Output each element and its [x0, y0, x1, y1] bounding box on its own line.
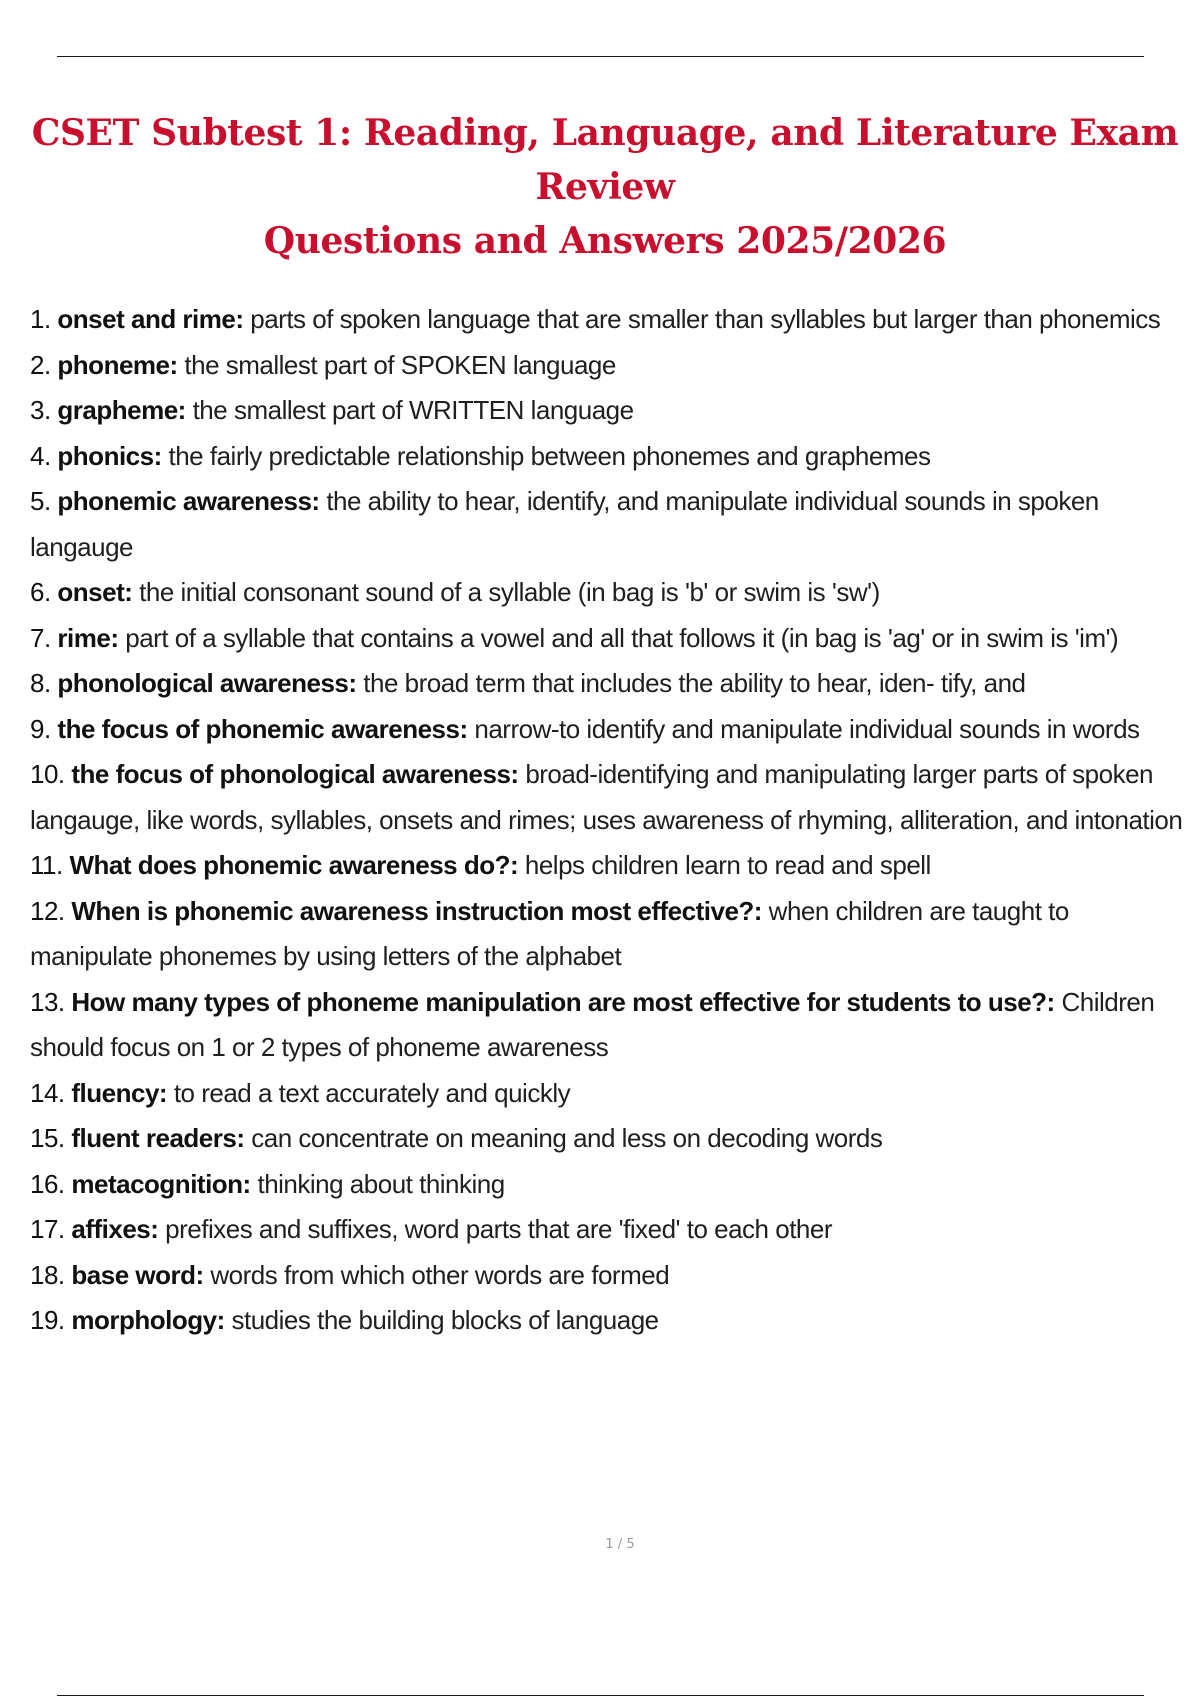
qa-number: 11.	[30, 850, 63, 880]
qa-term: phonological awareness:	[57, 668, 357, 698]
page-number: 1 / 5	[605, 1537, 635, 1552]
qa-definition: studies the building blocks of language	[231, 1305, 659, 1335]
qa-number: 8.	[30, 668, 51, 698]
qa-item	[30, 570, 1190, 616]
qa-term: base word:	[71, 1259, 204, 1290]
qa-number: 14.	[30, 1077, 65, 1108]
qa-term: phoneme:	[57, 349, 178, 380]
qa-item	[30, 479, 1190, 570]
qa-definition: the smallest part of SPOKEN language	[184, 349, 616, 380]
qa-term: the focus of phonological awareness:	[71, 759, 519, 789]
qa-item	[30, 1162, 1190, 1208]
qa-item	[30, 1071, 1190, 1117]
qa-definition: the ability to hear, identify, and manipulate individual sounds in spoken langauge	[30, 486, 1099, 562]
title-line-1: CSET Subtest 1: Reading, Language, and Literature Exam Review	[31, 112, 1179, 208]
qa-definition: words from which other words are formed	[210, 1259, 670, 1290]
qa-number: 4.	[30, 440, 51, 471]
qa-definition: the initial consonant sound of a syllable (in bag is 'b' or swim is 'sw')	[139, 577, 880, 607]
qa-term: fluent readers:	[71, 1123, 245, 1153]
qa-item	[30, 980, 1190, 1071]
qa-term: affixes:	[71, 1214, 159, 1244]
qa-definition: parts of spoken language that are smaller than syllables but larger than phonemics	[250, 304, 1161, 334]
qa-definition: when children are taught to manipulate phonemes by using letters of the alphabet	[30, 895, 1069, 971]
qa-definition: the smallest part of WRITTEN language	[192, 395, 634, 425]
qa-number: 6.	[30, 577, 51, 607]
document-title	[30, 106, 1180, 268]
qa-number: 19.	[30, 1305, 65, 1335]
qa-definition: prefixes and suffixes, word parts that are 'fixed' to each other	[165, 1214, 832, 1244]
qa-number: 2.	[30, 349, 51, 380]
qa-item	[30, 1298, 1190, 1344]
qa-item	[30, 889, 1190, 980]
qa-item	[30, 616, 1190, 662]
qa-term: rime:	[57, 622, 119, 653]
qa-item	[30, 1207, 1190, 1253]
qa-item	[30, 1253, 1190, 1299]
qa-item	[30, 752, 1190, 843]
qa-item	[30, 843, 1190, 889]
qa-term: How many types of phoneme manipulation are most effective for students to use?:	[71, 986, 1055, 1017]
qa-term: the focus of phonemic awareness:	[57, 713, 468, 744]
qa-number: 13.	[30, 986, 65, 1017]
qa-definition: Children should focus on 1 or 2 types of phoneme awareness	[30, 986, 1155, 1062]
qa-term: phonics:	[57, 440, 162, 471]
qa-definition: the broad term that includes the ability to hear, iden- tify, and	[363, 668, 1026, 698]
qa-term: morphology:	[71, 1305, 225, 1335]
qa-number: 7.	[30, 622, 51, 653]
qa-list	[30, 297, 1190, 1344]
qa-number: 17.	[30, 1214, 65, 1244]
qa-term: fluency:	[71, 1077, 168, 1108]
qa-term: onset:	[57, 577, 133, 607]
title-line-2: Questions and Answers 2025/2026	[263, 220, 947, 262]
qa-item	[30, 388, 1190, 434]
qa-number: 18.	[30, 1259, 65, 1290]
qa-item	[30, 707, 1190, 753]
qa-term: When is phonemic awareness instruction most effective?:	[71, 895, 762, 926]
top-divider	[57, 56, 1144, 57]
bottom-divider	[57, 1695, 1144, 1696]
qa-item	[30, 661, 1190, 707]
qa-term: phonemic awareness:	[57, 486, 320, 516]
qa-item	[30, 297, 1190, 343]
qa-number: 9.	[30, 713, 51, 744]
qa-item	[30, 343, 1190, 389]
qa-item	[30, 434, 1190, 480]
qa-number: 1.	[30, 304, 51, 334]
qa-definition: helps children learn to read and spell	[524, 850, 931, 880]
qa-number: 10.	[30, 759, 65, 789]
qa-definition: broad-identifying and manipulating larger parts of spoken langauge, like words, syllables, onsets and rimes; uses awareness of rhyming, alliteration, and intonation	[30, 759, 1183, 835]
qa-definition: narrow-to identify and manipulate individual sounds in words	[474, 713, 1140, 744]
qa-number: 5.	[30, 486, 51, 516]
qa-term: grapheme:	[57, 395, 186, 425]
qa-definition: the fairly predictable relationship between phonemes and graphemes	[168, 440, 931, 471]
qa-number: 16.	[30, 1168, 65, 1199]
qa-definition: to read a text accurately and quickly	[173, 1077, 571, 1108]
qa-definition: part of a syllable that contains a vowel and all that follows it (in bag is 'ag' or in swim is 'im')	[125, 622, 1119, 653]
qa-number: 3.	[30, 395, 51, 425]
qa-number: 15.	[30, 1123, 65, 1153]
qa-definition: can concentrate on meaning and less on decoding words	[251, 1123, 883, 1153]
qa-term: onset and rime:	[57, 304, 244, 334]
qa-term: metacognition:	[71, 1168, 251, 1199]
qa-term: What does phonemic awareness do?:	[69, 850, 519, 880]
qa-definition: thinking about thinking	[257, 1168, 505, 1199]
qa-item	[30, 1116, 1190, 1162]
qa-number: 12.	[30, 895, 65, 926]
